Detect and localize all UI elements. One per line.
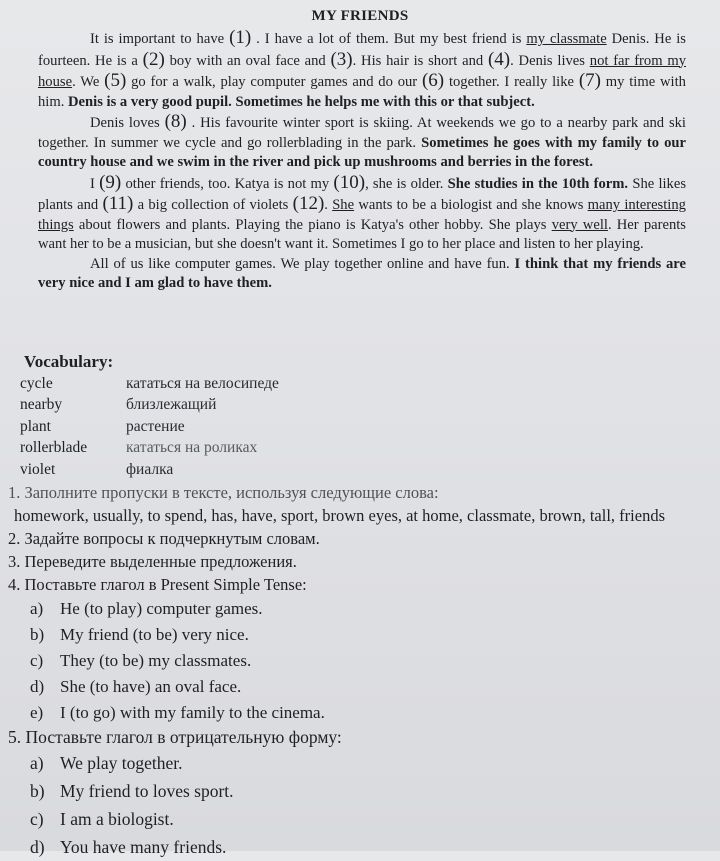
vocab-word: nearby xyxy=(20,396,63,414)
paragraph-2 xyxy=(38,112,686,173)
text-span: my time with him. xyxy=(38,74,686,110)
item-text: He (to play) computer games. xyxy=(60,599,263,618)
task-5-item xyxy=(30,777,713,805)
gap-number: (4) xyxy=(487,48,511,70)
task-5-item xyxy=(30,805,713,833)
page-title: MY FRIENDS xyxy=(311,8,409,24)
text-span: All of us like computer games. We play together online and have fun. xyxy=(90,255,510,272)
item-letter: a) xyxy=(30,599,44,618)
item-letter: b) xyxy=(30,781,45,801)
text-span: It is important to have xyxy=(90,31,225,47)
item-text: My friend to loves sport. xyxy=(60,781,234,801)
task-5-item xyxy=(30,749,713,777)
gap-number: (2) xyxy=(142,48,165,70)
underlined-phrase: not far from my house xyxy=(38,52,686,90)
gap-number: (1) xyxy=(229,27,252,48)
gap-number: (12) xyxy=(292,193,325,214)
highlighted-sentence: Sometimes he goes with my family to our country house and we swim in the river and pick up mushrooms and berries in the forest. xyxy=(38,134,687,170)
item-text: We play together. xyxy=(60,753,183,773)
gap-number: (7) xyxy=(578,70,601,91)
vocab-word: rollerblade xyxy=(20,439,88,457)
paragraph-4 xyxy=(38,255,686,294)
vocab-row xyxy=(20,373,279,395)
underlined-phrase: very well xyxy=(551,216,608,233)
underlined-phrase: many interesting things xyxy=(38,197,686,233)
word-bank: homework, usually, to spend, has, have, sport, brown eyes, at home, classmate, brown, tall, friends xyxy=(14,506,665,525)
highlighted-sentence: Denis is a very good pupil. Sometimes he helps me with this or that subject. xyxy=(68,93,535,110)
text-span: together. I really like xyxy=(448,74,574,90)
text-span: other friends, too. Katya is not my xyxy=(125,175,330,192)
item-letter: c) xyxy=(30,651,44,670)
highlighted-sentence: She studies in the 10th form. xyxy=(447,175,629,192)
text-span: I xyxy=(90,175,95,192)
item-letter: a) xyxy=(30,753,44,773)
vocab-word: plant xyxy=(20,417,51,435)
vocab-translation: близлежащий xyxy=(126,396,217,414)
text-span: Denis loves xyxy=(90,115,160,131)
vocab-row xyxy=(20,459,279,481)
item-text: You have many friends. xyxy=(60,837,227,857)
vocab-word: cycle xyxy=(20,374,53,392)
gap-number: (6) xyxy=(421,70,445,91)
gap-number: (9) xyxy=(99,171,122,193)
text-span: . His hair is short and xyxy=(352,52,484,69)
vocab-row xyxy=(20,395,279,417)
item-letter: d) xyxy=(30,837,45,857)
task-3: 3. Переведите выделенные предложения. xyxy=(8,552,297,571)
vocabulary-heading: Vocabulary: xyxy=(24,352,114,371)
gap-number: (11) xyxy=(102,193,134,214)
text-span: boy with an oval face and xyxy=(169,52,326,69)
text-span: go for a walk, play computer games and do our xyxy=(131,74,418,90)
gap-number: (5) xyxy=(104,70,127,91)
task-4-item xyxy=(30,648,713,674)
gap-number: (10) xyxy=(333,171,366,193)
task-list xyxy=(8,481,713,861)
task-4-item xyxy=(30,674,713,700)
gap-number: (3) xyxy=(330,48,353,70)
paragraph-3 xyxy=(38,173,686,255)
task-1: 1. Заполните пропуски в тексте, используя следующие слова: xyxy=(8,483,439,502)
item-text: She (to have) an oval face. xyxy=(60,677,242,696)
gap-number: (8) xyxy=(164,111,187,132)
text-span: . We xyxy=(72,74,100,90)
text-span: . Denis lives xyxy=(510,52,585,69)
item-text: They (to be) my classmates. xyxy=(60,651,252,670)
task-4-item xyxy=(30,596,713,622)
vocab-row xyxy=(20,438,279,460)
text-span: . xyxy=(324,197,328,213)
vocab-translation: растение xyxy=(126,417,185,435)
item-letter: b) xyxy=(30,625,45,644)
task-5-item xyxy=(30,833,713,861)
text-span: about flowers and plants. Playing the piano is Katya's other hobby. She plays xyxy=(78,216,547,233)
vocabulary-list xyxy=(20,373,279,481)
vocab-row xyxy=(20,416,279,438)
underlined-phrase: She xyxy=(332,197,355,213)
text-span: . I have a lot of them. But my best friend is xyxy=(256,31,522,47)
vocab-word: violet xyxy=(20,460,56,478)
highlighted-sentence: I think that my friends are very nice and I am glad to have them. xyxy=(38,255,687,291)
underlined-phrase: my classmate xyxy=(526,31,607,47)
text-span: . His favourite winter sport is skiing. At weekends we go to a nearby park and ski together. In summer we cycle and go rollerblading in the park. xyxy=(38,115,686,151)
text-span: a big collection of violets xyxy=(137,197,289,213)
text-span: , she is older. xyxy=(365,175,444,192)
vocab-translation: фиалка xyxy=(126,460,174,478)
vocab-translation: кататься на велосипеде xyxy=(126,374,279,392)
text-span: . Her parents want her to be a musician, but she doesn't want it. Sometimes I go to her place and listen to her playing. xyxy=(38,216,686,252)
item-letter: c) xyxy=(30,809,44,829)
item-text: I am a biologist. xyxy=(60,809,174,829)
item-text: My friend (to be) very nice. xyxy=(60,625,249,644)
item-letter: e) xyxy=(30,703,44,722)
paragraph-1 xyxy=(38,28,686,112)
task-4-item xyxy=(30,622,713,648)
task-2: 2. Задайте вопросы к подчеркнутым словам. xyxy=(8,529,320,548)
reading-text xyxy=(38,28,686,294)
text-span: She likes plants and xyxy=(38,175,687,213)
text-span: wants to be a biologist and she knows xyxy=(358,197,584,213)
task-4-item xyxy=(30,700,713,726)
item-text: I (to go) with my family to the cinema. xyxy=(60,703,325,722)
vocab-translation: кататься на роликах xyxy=(126,439,258,457)
text-span: Denis. He is fourteen. He is a xyxy=(38,31,686,69)
task-4: 4. Поставьте глагол в Present Simple Tense: xyxy=(8,575,307,594)
item-letter: d) xyxy=(30,677,45,696)
task-5: 5. Поставьте глагол в отрицательную форму: xyxy=(8,727,342,747)
